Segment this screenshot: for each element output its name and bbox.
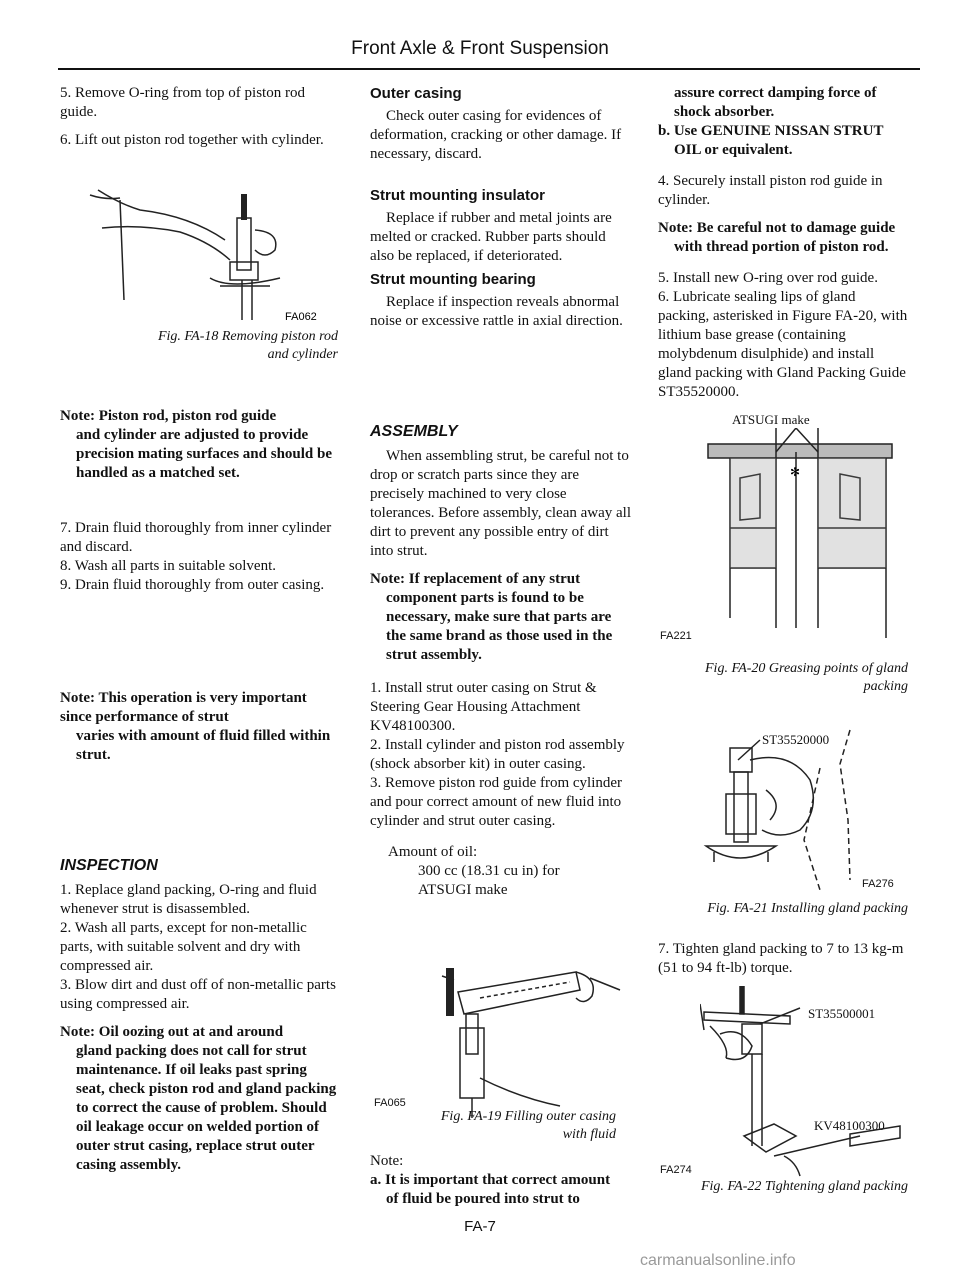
- assembly-heading: ASSEMBLY: [370, 423, 458, 440]
- right-step-7: 7. Tighten gland packing to 7 to 13 kg-m (51 to 94 ft-lb) torque.: [658, 941, 904, 976]
- note-b-line2: OIL or equivalent.: [674, 142, 793, 158]
- middle-column-3: [370, 1152, 632, 1209]
- fig20-label: ATSUGI make: [732, 412, 810, 427]
- step-8: 8. Wash all parts in suitable solvent.: [60, 558, 276, 574]
- note-a: [370, 1171, 632, 1209]
- figure-fa21: [700, 720, 890, 890]
- fig19-id: FA065: [374, 1097, 406, 1109]
- fig22-tool-label-2: KV48100300: [814, 1118, 885, 1133]
- note-fluid-amount-line1: Note: This operation is very important since performance of strut: [60, 690, 307, 725]
- fig20-caption-line2: packing: [863, 679, 908, 694]
- inspection-1: 1. Replace gland packing, O-ring and fluid whenever strut is disassembled.: [60, 882, 317, 917]
- page-number: FA-7: [464, 1218, 496, 1235]
- fig21-id: FA276: [862, 878, 894, 890]
- step-7: 7. Drain fluid thoroughly from inner cylinder and discard.: [60, 520, 332, 555]
- right-step-4: 4. Securely install piston rod guide in cylinder.: [658, 173, 883, 208]
- figure-fa22: [700, 986, 910, 1186]
- fig22-caption: Fig. FA-22 Tightening gland packing: [700, 1179, 908, 1194]
- fig22-id: FA274: [660, 1164, 692, 1176]
- assembly-text: When assembling strut, be careful not to drop or scratch parts since they are precisely machined to very close tolerances. Before assembly, clean away all dirt to prevent any possible entry of dirt into strut.: [370, 448, 631, 559]
- note-guide-line1: Note: Be careful not to damage guide: [658, 220, 896, 236]
- fig19-caption-line1: Fig. FA-19 Filling outer casing: [440, 1109, 616, 1124]
- oil-amount-make: ATSUGI make: [418, 882, 508, 898]
- right-column-2: [658, 940, 910, 987]
- fig19-caption-line2: with fluid: [562, 1127, 616, 1142]
- note-matched-set-line1: Note: Piston rod, piston rod guide: [60, 408, 277, 424]
- step-6: 6. Lift out piston rod together with cylinder.: [60, 132, 324, 148]
- insulator-text: Replace if rubber and metal joints are melted or cracked. Rubber parts should also be replaced, if deteriorated.: [370, 210, 612, 264]
- left-column-4: [60, 689, 338, 774]
- fig18-caption-line1: Fig. FA-18 Removing piston rod: [157, 329, 338, 344]
- note-label: Note:: [370, 1153, 404, 1169]
- inspection-2: 2. Wash all parts, except for non-metallic parts, with suitable solvent and dry with compressed air.: [60, 920, 307, 974]
- asterisk-icon: ✻: [790, 465, 801, 479]
- figure-fa18: [80, 170, 340, 350]
- middle-column: [370, 84, 632, 340]
- oil-amount-value: 300 cc (18.31 cu in) for: [418, 863, 560, 879]
- note-a-continued: assure correct damping force of shock absorber.: [674, 85, 877, 120]
- figure-fa20: [700, 428, 900, 638]
- right-step-6: 6. Lubricate sealing lips of gland packing, asterisked in Figure FA-20, with lithium base grease (containing molybdenum disulphide) and install gland packing with Gland Packing Guide ST35520000.: [658, 289, 908, 400]
- page-header: Front Axle & Front Suspension: [351, 38, 609, 59]
- figure-fa19: [380, 968, 630, 1118]
- left-column-5: [60, 856, 338, 1184]
- right-column: [658, 84, 910, 411]
- fig18-caption-line2: and cylinder: [267, 347, 338, 362]
- fig21-caption: Fig. FA-21 Installing gland packing: [707, 901, 908, 916]
- note-guide-body: with thread portion of piston rod.: [674, 239, 889, 255]
- left-column: [60, 84, 338, 159]
- note-b-line1: b. Use GENUINE NISSAN STRUT: [658, 123, 884, 139]
- middle-column-2: [370, 422, 632, 900]
- fig21-tool-label: ST35520000: [762, 732, 830, 747]
- left-column-3: [60, 519, 338, 604]
- fig19-caption: [370, 1108, 616, 1144]
- note-oil-oozing-body: gland packing does not call for strut maintenance. If oil leaks past spring seat, check piston rod and gland packing to correct the cause of problem. Should oil leakage occur on welded portion of outer strut casing, replace strut outer casing assembly.: [76, 1043, 337, 1173]
- note-a-line1: a. It is important that correct amount: [370, 1172, 611, 1188]
- note-fluid-amount: [60, 689, 338, 765]
- note-matched-set: [60, 407, 338, 483]
- bearing-heading: Strut mounting bearing: [370, 271, 536, 288]
- outer-casing-heading: Outer casing: [370, 85, 462, 102]
- inspection-heading: INSPECTION: [60, 857, 158, 874]
- step-9: 9. Drain fluid thoroughly from outer casing.: [60, 577, 325, 593]
- insulator-heading: Strut mounting insulator: [370, 187, 545, 204]
- fig22-tool-label-1: ST35500001: [808, 1006, 876, 1021]
- fig18-caption: [110, 328, 338, 364]
- inspection-3: 3. Blow dirt and dust off of non-metallic parts using compressed air.: [60, 977, 336, 1012]
- assembly-3: 3. Remove piston rod guide from cylinder and pour correct amount of new fluid into cylinder and strut outer casing.: [370, 775, 623, 829]
- watermark: carmanualsonline.info: [640, 1252, 796, 1269]
- oil-amount: [370, 843, 632, 900]
- header-rule: [58, 68, 920, 70]
- note-same-brand: [370, 570, 632, 665]
- note-same-brand-body: component parts is found to be necessary, make sure that parts are the same brand as those used in the strut assembly.: [386, 590, 613, 663]
- outer-casing-text: Check outer casing for evidences of deformation, cracking or other damage. If necessary, discard.: [370, 108, 622, 162]
- fig20-id: FA221: [660, 630, 692, 642]
- note-oil-oozing: [60, 1023, 338, 1175]
- note-b: [658, 122, 910, 160]
- assembly-2: 2. Install cylinder and piston rod assembly (shock absorber kit) in outer casing.: [370, 737, 625, 772]
- fig18-id: FA062: [285, 311, 317, 323]
- bearing-text: Replace if inspection reveals abnormal noise or excessive rattle in axial direction.: [370, 294, 623, 329]
- step-5: 5. Remove O-ring from top of piston rod guide.: [60, 85, 305, 120]
- fig20-caption: [658, 660, 908, 696]
- left-column-2: [60, 407, 338, 492]
- note-a-line2: of fluid be poured into strut to: [386, 1191, 580, 1207]
- right-step-5: 5. Install new O-ring over rod guide.: [658, 270, 878, 286]
- note-oil-oozing-line1: Note: Oil oozing out at and around: [60, 1024, 284, 1040]
- assembly-1: 1. Install strut outer casing on Strut & Steering Gear Housing Attachment KV48100300.: [370, 680, 597, 734]
- oil-amount-label: Amount of oil:: [388, 844, 478, 860]
- note-fluid-amount-body: varies with amount of fluid filled within strut.: [76, 728, 331, 763]
- note-matched-set-body: and cylinder are adjusted to provide precision mating surfaces and should be handled as a matched set.: [76, 427, 333, 481]
- note-same-brand-line1: Note: If replacement of any strut: [370, 571, 581, 587]
- fig20-caption-line1: Fig. FA-20 Greasing points of gland: [705, 661, 908, 676]
- note-guide: [658, 219, 910, 257]
